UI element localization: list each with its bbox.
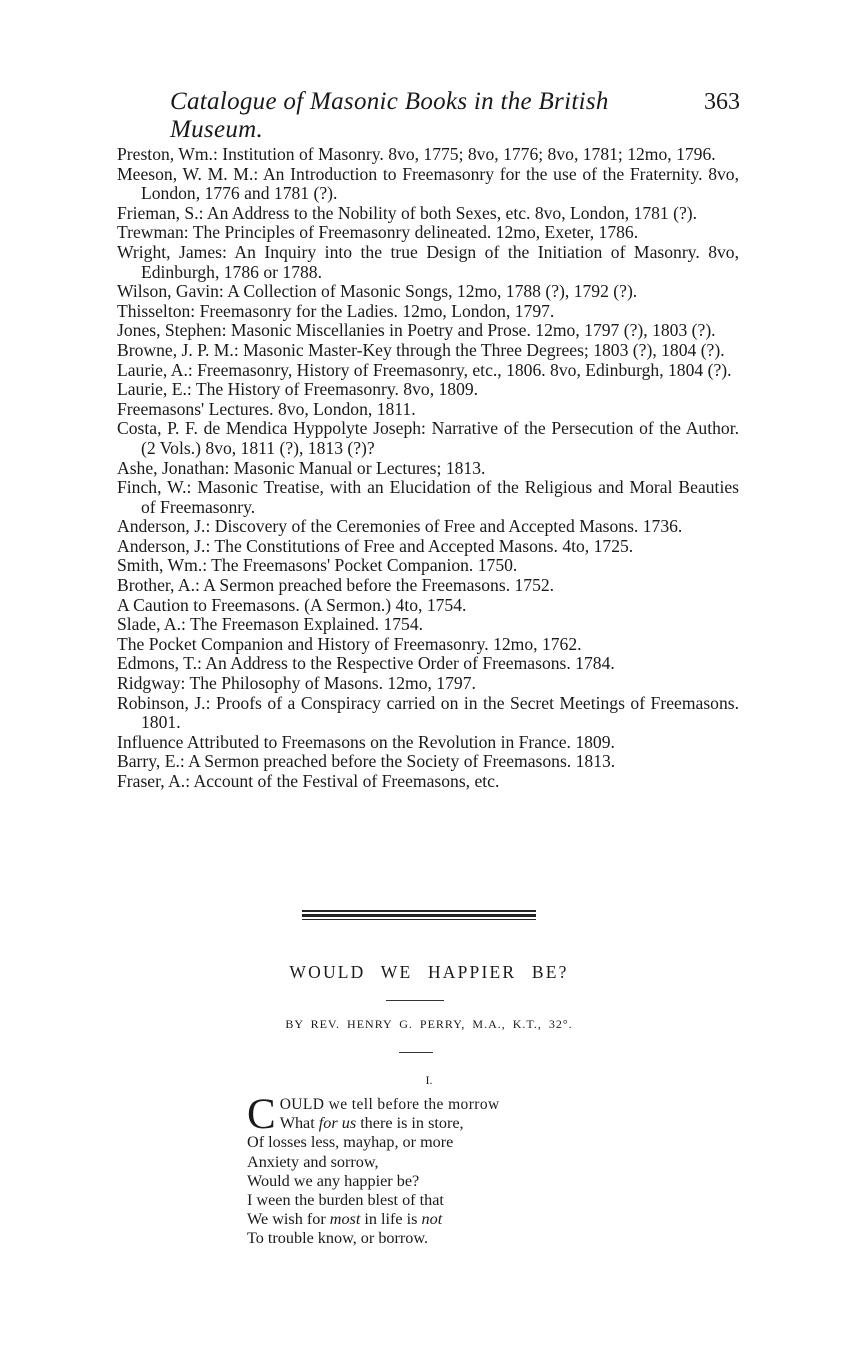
page-number: 363 xyxy=(704,89,740,115)
divider-rule-middle xyxy=(302,914,536,917)
catalogue-entry: Barry, E.: A Sermon preached before the Society of Freemasons. 1813. xyxy=(117,751,616,772)
poem-byline: BY REV. HENRY G. PERRY, M.A., K.T., 32°. xyxy=(285,1017,573,1031)
poem-stanza xyxy=(247,1091,567,1249)
catalogue-entry: Wright, James: An Inquiry into the true Design of the Initiation of Masonry. 8vo, Edinburgh, 1786 or 1788. xyxy=(117,241,739,282)
catalogue-entry: Freemasons' Lectures. 8vo, London, 1811. xyxy=(117,398,416,419)
poem-emphasis: not xyxy=(421,1210,443,1229)
poem-line: Anxiety and sorrow, xyxy=(247,1152,379,1171)
catalogue-entry: Trewman: The Principles of Freemasonry delineated. 12mo, Exeter, 1786. xyxy=(117,222,639,243)
catalogue-entry: Edmons, T.: An Address to the Respective Order of Freemasons. 1784. xyxy=(117,653,615,674)
divider-rule-top xyxy=(302,910,536,912)
catalogue-entry: Fraser, A.: Account of the Festival of Freemasons, etc. xyxy=(117,771,500,791)
catalogue-entry: The Pocket Companion and History of Freemasonry. 12mo, 1762. xyxy=(117,633,582,654)
poem-line: Would we any happier be? xyxy=(247,1171,420,1190)
poem-line: I ween the burden blest of that xyxy=(247,1191,444,1210)
catalogue-entry: Browne, J. P. M.: Masonic Master-Key through the Three Degrees; 1803 (?), 1804 (?). xyxy=(117,339,725,360)
catalogue-entry: Ashe, Jonathan: Masonic Manual or Lectures; 1813. xyxy=(117,457,486,478)
catalogue-entry: Laurie, E.: The History of Freemasonry. 8vo, 1809. xyxy=(117,379,479,400)
catalogue-entry: Ridgway: The Philosophy of Masons. 12mo, 1797. xyxy=(117,673,476,694)
drop-cap: C xyxy=(247,1091,276,1138)
catalogue-entry: Anderson, J.: Discovery of the Ceremonies of Free and Accepted Masons. 1736. xyxy=(117,516,683,537)
catalogue-entry: Preston, Wm.: Institution of Masonry. 8vo, 1775; 8vo, 1776; 8vo, 1781; 12mo, 1796. xyxy=(117,144,716,164)
catalogue-entry: Frieman, S.: An Address to the Nobility of both Sexes, etc. 8vo, London, 1781 (?). xyxy=(117,202,698,223)
title-rule xyxy=(386,1000,444,1001)
catalogue-entry: Wilson, Gavin: A Collection of Masonic Songs, 12mo, 1788 (?), 1792 (?). xyxy=(117,281,638,302)
catalogue-entry: Jones, Stephen: Masonic Miscellanies in Poetry and Prose. 12mo, 1797 (?), 1803 (?). xyxy=(117,320,716,341)
section-divider xyxy=(302,910,536,920)
running-title: Catalogue of Masonic Books in the British Museum. xyxy=(170,88,609,143)
catalogue-entry: Anderson, J.: The Constitutions of Free and Accepted Masons. 4to, 1725. xyxy=(117,535,634,556)
divider-rule-bottom xyxy=(302,919,536,921)
poem-emphasis: most xyxy=(329,1210,361,1229)
catalogue-list xyxy=(117,145,739,792)
poem-line-text: What xyxy=(279,1114,319,1133)
catalogue-entry: Smith, Wm.: The Freemasons' Pocket Companion. 1750. xyxy=(117,555,518,576)
poem-line xyxy=(247,1210,567,1229)
catalogue-entry: Costa, P. F. de Mendica Hyppolyte Joseph: Narrative of the Persecution of the Author. (2 Vols.) 8vo, 1811 (?), 1813 (?)? xyxy=(117,418,739,458)
poem-line-text: there is in store, xyxy=(356,1114,464,1133)
catalogue-entry: Brother, A.: A Sermon preached before the Freemasons. 1752. xyxy=(117,575,555,596)
poem-line-text: We wish for xyxy=(247,1210,330,1229)
catalogue-entry: A Caution to Freemasons. (A Sermon.) 4to, 1754. xyxy=(117,594,467,615)
byline-rule xyxy=(399,1052,433,1053)
poem-line-text: OULD we tell before the morrow xyxy=(279,1096,500,1113)
catalogue-entry: Influence Attributed to Freemasons on the Revolution in France. 1809. xyxy=(117,731,615,752)
catalogue-entry: Finch, W.: Masonic Treatise, with an Elucidation of the Religious and Moral Beauties of Freemasonry. xyxy=(117,477,739,517)
catalogue-entry: Slade, A.: The Freemason Explained. 1754. xyxy=(117,614,424,635)
catalogue-entry: Robinson, J.: Proofs of a Conspiracy carried on in the Secret Meetings of Freemasons. 1801. xyxy=(117,692,739,733)
poem-title: WOULD WE HAPPIER BE? xyxy=(289,962,569,982)
running-head xyxy=(170,88,740,144)
catalogue-entry: Thisselton: Freemasonry for the Ladies. 12mo, London, 1797. xyxy=(117,300,555,321)
poem-line xyxy=(247,1095,567,1114)
catalogue-entry: Laurie, A.: Freemasonry, History of Freemasonry, etc., 1806. 8vo, Edinburgh, 1804 (?). xyxy=(117,359,732,380)
poem-line-text: in life is xyxy=(360,1210,422,1229)
poem-line: To trouble know, or borrow. xyxy=(247,1229,429,1248)
poem-line xyxy=(247,1114,567,1133)
poem-line: Of losses less, mayhap, or more xyxy=(247,1133,454,1152)
stanza-number: I. xyxy=(425,1073,433,1087)
catalogue-entry: Meeson, W. M. M.: An Introduction to Freemasonry for the use of the Fraternity. 8vo, London, 1776 and 1781 (?). xyxy=(117,163,739,204)
poem-emphasis: for us xyxy=(318,1114,357,1133)
